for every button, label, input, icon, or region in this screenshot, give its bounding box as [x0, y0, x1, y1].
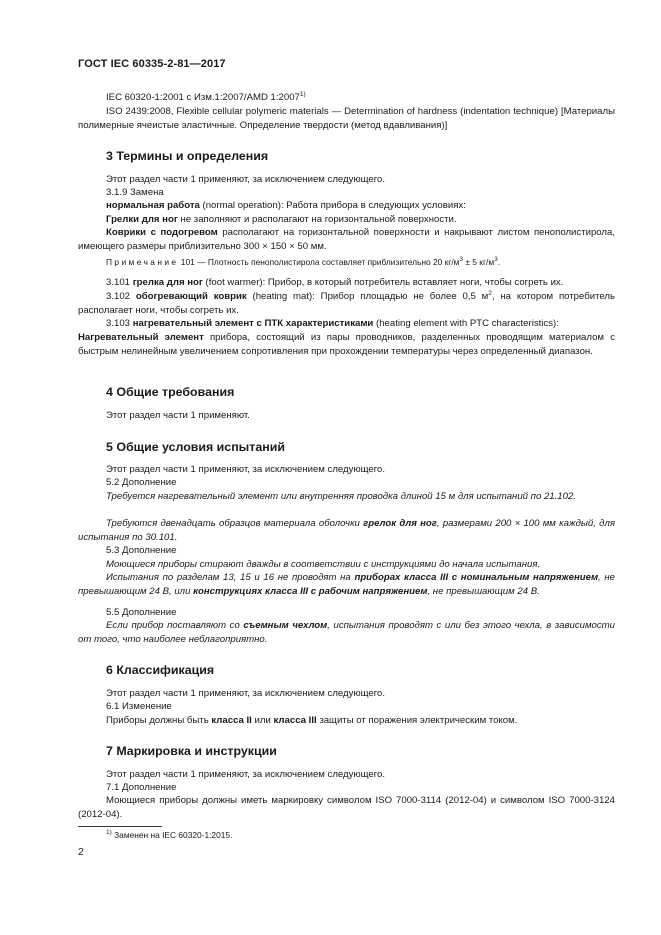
clause-7-1: 7.1 Дополнение [106, 782, 177, 793]
section-3-heading: 3 Термины и определения [106, 149, 269, 163]
reference-iso-2439: ISO 2439:2008, Flexible cellular polymeric materials — Determination of hardness (indentation technique) [Материалы полимерные ячеистые эластичные. Определение твердости (метод вдавливания)] [78, 106, 615, 131]
section-5-intro: Этот раздел части 1 применяют, за исключением следующего. [106, 464, 386, 475]
section-4-heading: 4 Общие требования [106, 385, 235, 399]
definition-3-102: 3.102 обогревающий коврик (heating mat): Прибор площадью не более 0,5 $м^2$, на котором потребитель располагает ноги, чтобы согреть их. [78, 289, 615, 316]
clause-5-2-text-2: Требуются двенадцать образцов материала оболочки грелок для ног, размерами 200 × 100 мм каждый, для испытания по 30.101. [78, 518, 616, 543]
clause-5-3: 5.3 Дополнение [106, 545, 177, 556]
definition-3-101: 3.101 грелка для ног (foot warmer): Прибор, в который потребитель вставляет ноги, чтобы согреть их. [106, 277, 564, 288]
clause-5-3-text-1: Моющиеся приборы стирают дважды в соответствии с инструкциями до начала испытания. [106, 559, 541, 570]
section-7-heading: 7 Маркировка и инструкции [106, 744, 277, 758]
clause-5-2: 5.2 Дополнение [106, 477, 177, 488]
clause-5-3-text-2: Испытания по разделам 13, 15 и 16 не проводят на приборах класса III с номинальным напряжением, не превышающим 24 В, или конструкциях класса III с рабочим напряжением, не превышающим 24 В. [78, 572, 615, 597]
footnote-rule [78, 826, 162, 827]
section-6-heading: 6 Классификация [106, 663, 215, 677]
definition-normal-operation: нормальная работа (normal operation): Работа прибора в следующих условиях: [106, 200, 466, 211]
definition-3-103-text: Нагревательный элемент прибора, состоящий из пары проводников, разделенных проводящим материалом с быстрым нелинейным увеличением сопротивления при прохождении температуры через определенный диапазон. [78, 332, 615, 357]
clause-6-1-text: Приборы должны быть класса II или класса III защиты от поражения электрическим током. [106, 715, 518, 726]
note-101: Примечание 101 — Плотность пенополистирола составляет приблизительно 20 $кг/м^3 \pm 5$ $кг/м^3$. [106, 256, 501, 267]
clause-5-2-text-1: Требуется нагревательный элемент или внутренняя проводка длиной 15 м для испытаний по 21.102. [106, 491, 576, 502]
section-6-intro: Этот раздел части 1 применяют, за исключением следующего. [106, 688, 386, 699]
section-5-heading: 5 Общие условия испытаний [106, 440, 285, 454]
reference-iec-60320: IEC 60320-1:2001 с Изм.1:2007/AMD 1:2007$^{1)}$ [106, 90, 306, 103]
clause-5-5: 5.5 Дополнение [106, 607, 177, 618]
clause-5-5-text: Если прибор поставляют со съемным чехлом, испытания проводят с или без этого чехла, в зависимости от того, что наиболее неблагоприятно. [78, 620, 615, 645]
document-header: ГОСТ IEC 60335-2-81—2017 [78, 58, 226, 70]
section-3-intro: Этот раздел части 1 применяют, за исключением следующего. [106, 174, 386, 185]
page-number: 2 [78, 846, 84, 858]
section-4-intro: Этот раздел части 1 применяют. [106, 410, 250, 421]
clause-6-1: 6.1 Изменение [106, 701, 172, 712]
section-7-intro: Этот раздел части 1 применяют, за исключением следующего. [106, 769, 386, 780]
footnote: $^{1)}$ Заменен на IEC 60320-1:2015. [106, 829, 233, 840]
definition-3-103: 3.103 нагревательный элемент с ПТК характеристиками (heating element with PTC characteristics): [106, 318, 559, 329]
condition-foot-warmers: Грелки для ног не заполняют и располагают на горизонтальной поверхности. [106, 214, 457, 225]
condition-heating-mats: Коврики с подогревом располагают на горизонтальной поверхности и накрывают листом пенополистирола, имеющего размеры приблизительно 300 × 150 × 50 мм. [78, 227, 616, 252]
clause-7-1-text: Моющиеся приборы должны иметь маркировку символом ISO 7000-3114 (2012-04) и символом ISO 7000-3124 (2012-04). [78, 795, 615, 820]
clause-3-1-9: 3.1.9 Замена [106, 187, 164, 198]
